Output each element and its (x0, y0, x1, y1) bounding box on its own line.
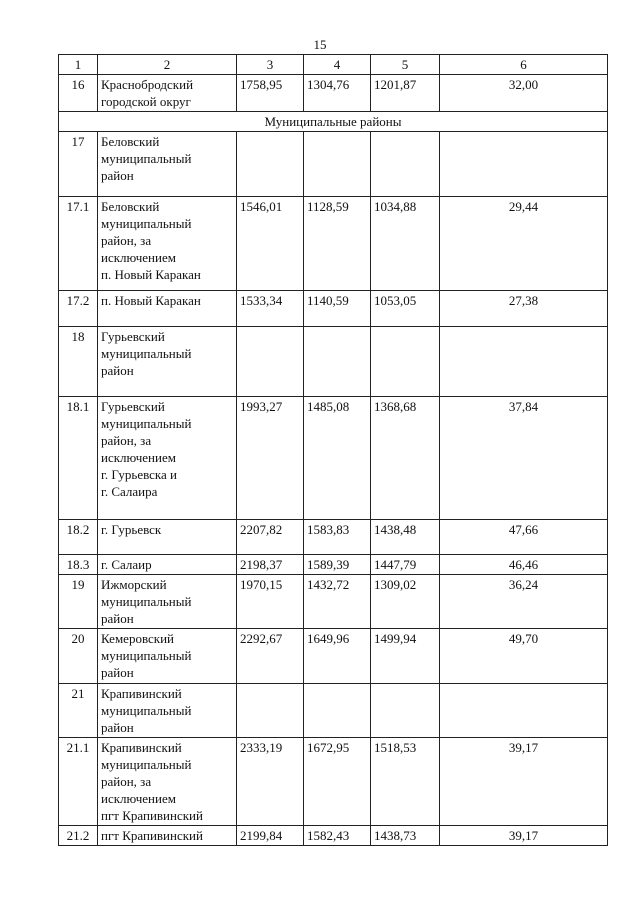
value-col5: 1053,05 (371, 291, 440, 327)
row-name: Кемеровский муниципальный район (98, 629, 237, 684)
tariff-table (58, 54, 608, 846)
row-name: г. Гурьевск (98, 520, 237, 555)
row-name: Беловский муниципальный район, за исключением п. Новый Каракан (98, 197, 237, 291)
row-name: Краснобродский городской округ (98, 75, 237, 112)
table-row (59, 327, 608, 397)
row-number: 18.1 (59, 397, 98, 520)
value-col3: 2207,82 (237, 520, 304, 555)
row-number: 17.1 (59, 197, 98, 291)
row-name: Гурьевский муниципальный район (98, 327, 237, 397)
row-number: 17.2 (59, 291, 98, 327)
value-col3 (237, 684, 304, 738)
value-col6: 49,70 (440, 629, 608, 684)
row-name: Гурьевский муниципальный район, за исключением г. Гурьевска и г. Салаира (98, 397, 237, 520)
table-row (59, 575, 608, 629)
page-number: 15 (313, 37, 327, 52)
row-name: Ижморский муниципальный район (98, 575, 237, 629)
header-cell: 3 (237, 55, 304, 75)
value-col6: 32,00 (440, 75, 608, 112)
table-row (59, 520, 608, 555)
value-col6 (440, 132, 608, 197)
value-col4: 1128,59 (304, 197, 371, 291)
value-col6: 47,66 (440, 520, 608, 555)
value-col3 (237, 132, 304, 197)
value-col4 (304, 132, 371, 197)
row-number: 17 (59, 132, 98, 197)
row-number: 19 (59, 575, 98, 629)
row-number: 18.2 (59, 520, 98, 555)
value-col4: 1140,59 (304, 291, 371, 327)
row-name: г. Салаир (98, 555, 237, 575)
row-number: 18 (59, 327, 98, 397)
value-col6: 36,24 (440, 575, 608, 629)
value-col4: 1583,83 (304, 520, 371, 555)
row-name: Крапивинский муниципальный район (98, 684, 237, 738)
header-cell: 2 (98, 55, 237, 75)
value-col6: 46,46 (440, 555, 608, 575)
table-row (59, 684, 608, 738)
value-col6: 29,44 (440, 197, 608, 291)
section-title: Муниципальные районы (59, 112, 608, 132)
table-row (59, 629, 608, 684)
value-col5 (371, 327, 440, 397)
header-cell: 5 (371, 55, 440, 75)
row-number: 21.1 (59, 738, 98, 826)
value-col3: 1533,34 (237, 291, 304, 327)
value-col3: 1758,95 (237, 75, 304, 112)
value-col4: 1589,39 (304, 555, 371, 575)
header-cell: 4 (304, 55, 371, 75)
value-col5: 1034,88 (371, 197, 440, 291)
table-row (59, 826, 608, 846)
value-col4: 1672,95 (304, 738, 371, 826)
value-col3: 2333,19 (237, 738, 304, 826)
value-col5: 1309,02 (371, 575, 440, 629)
row-name: п. Новый Каракан (98, 291, 237, 327)
value-col6: 37,84 (440, 397, 608, 520)
value-col3: 2198,37 (237, 555, 304, 575)
row-number: 20 (59, 629, 98, 684)
table-row (59, 555, 608, 575)
value-col3: 2199,84 (237, 826, 304, 846)
value-col5: 1447,79 (371, 555, 440, 575)
row-number: 16 (59, 75, 98, 112)
row-name: Крапивинский муниципальный район, за исключением пгт Крапивинский (98, 738, 237, 826)
value-col5: 1368,68 (371, 397, 440, 520)
table-row (59, 132, 608, 197)
row-number: 18.3 (59, 555, 98, 575)
value-col4: 1649,96 (304, 629, 371, 684)
value-col6: 39,17 (440, 826, 608, 846)
value-col5: 1438,73 (371, 826, 440, 846)
value-col4 (304, 684, 371, 738)
table-row (59, 197, 608, 291)
section-row (59, 112, 608, 132)
header-row (59, 55, 608, 75)
value-col5: 1518,53 (371, 738, 440, 826)
row-number: 21.2 (59, 826, 98, 846)
value-col6: 39,17 (440, 738, 608, 826)
row-name: Беловский муниципальный район (98, 132, 237, 197)
header-cell: 1 (59, 55, 98, 75)
table-row (59, 397, 608, 520)
value-col4: 1432,72 (304, 575, 371, 629)
value-col3: 2292,67 (237, 629, 304, 684)
value-col5 (371, 684, 440, 738)
value-col5: 1438,48 (371, 520, 440, 555)
value-col3 (237, 327, 304, 397)
row-name: пгт Крапивинский (98, 826, 237, 846)
value-col3: 1546,01 (237, 197, 304, 291)
table-row (59, 738, 608, 826)
value-col4: 1582,43 (304, 826, 371, 846)
value-col6: 27,38 (440, 291, 608, 327)
row-number: 21 (59, 684, 98, 738)
table-row (59, 291, 608, 327)
value-col4: 1485,08 (304, 397, 371, 520)
value-col4 (304, 327, 371, 397)
value-col4: 1304,76 (304, 75, 371, 112)
value-col5: 1201,87 (371, 75, 440, 112)
table-row (59, 75, 608, 112)
value-col3: 1993,27 (237, 397, 304, 520)
value-col5: 1499,94 (371, 629, 440, 684)
value-col6 (440, 684, 608, 738)
header-cell: 6 (440, 55, 608, 75)
value-col6 (440, 327, 608, 397)
value-col5 (371, 132, 440, 197)
value-col3: 1970,15 (237, 575, 304, 629)
